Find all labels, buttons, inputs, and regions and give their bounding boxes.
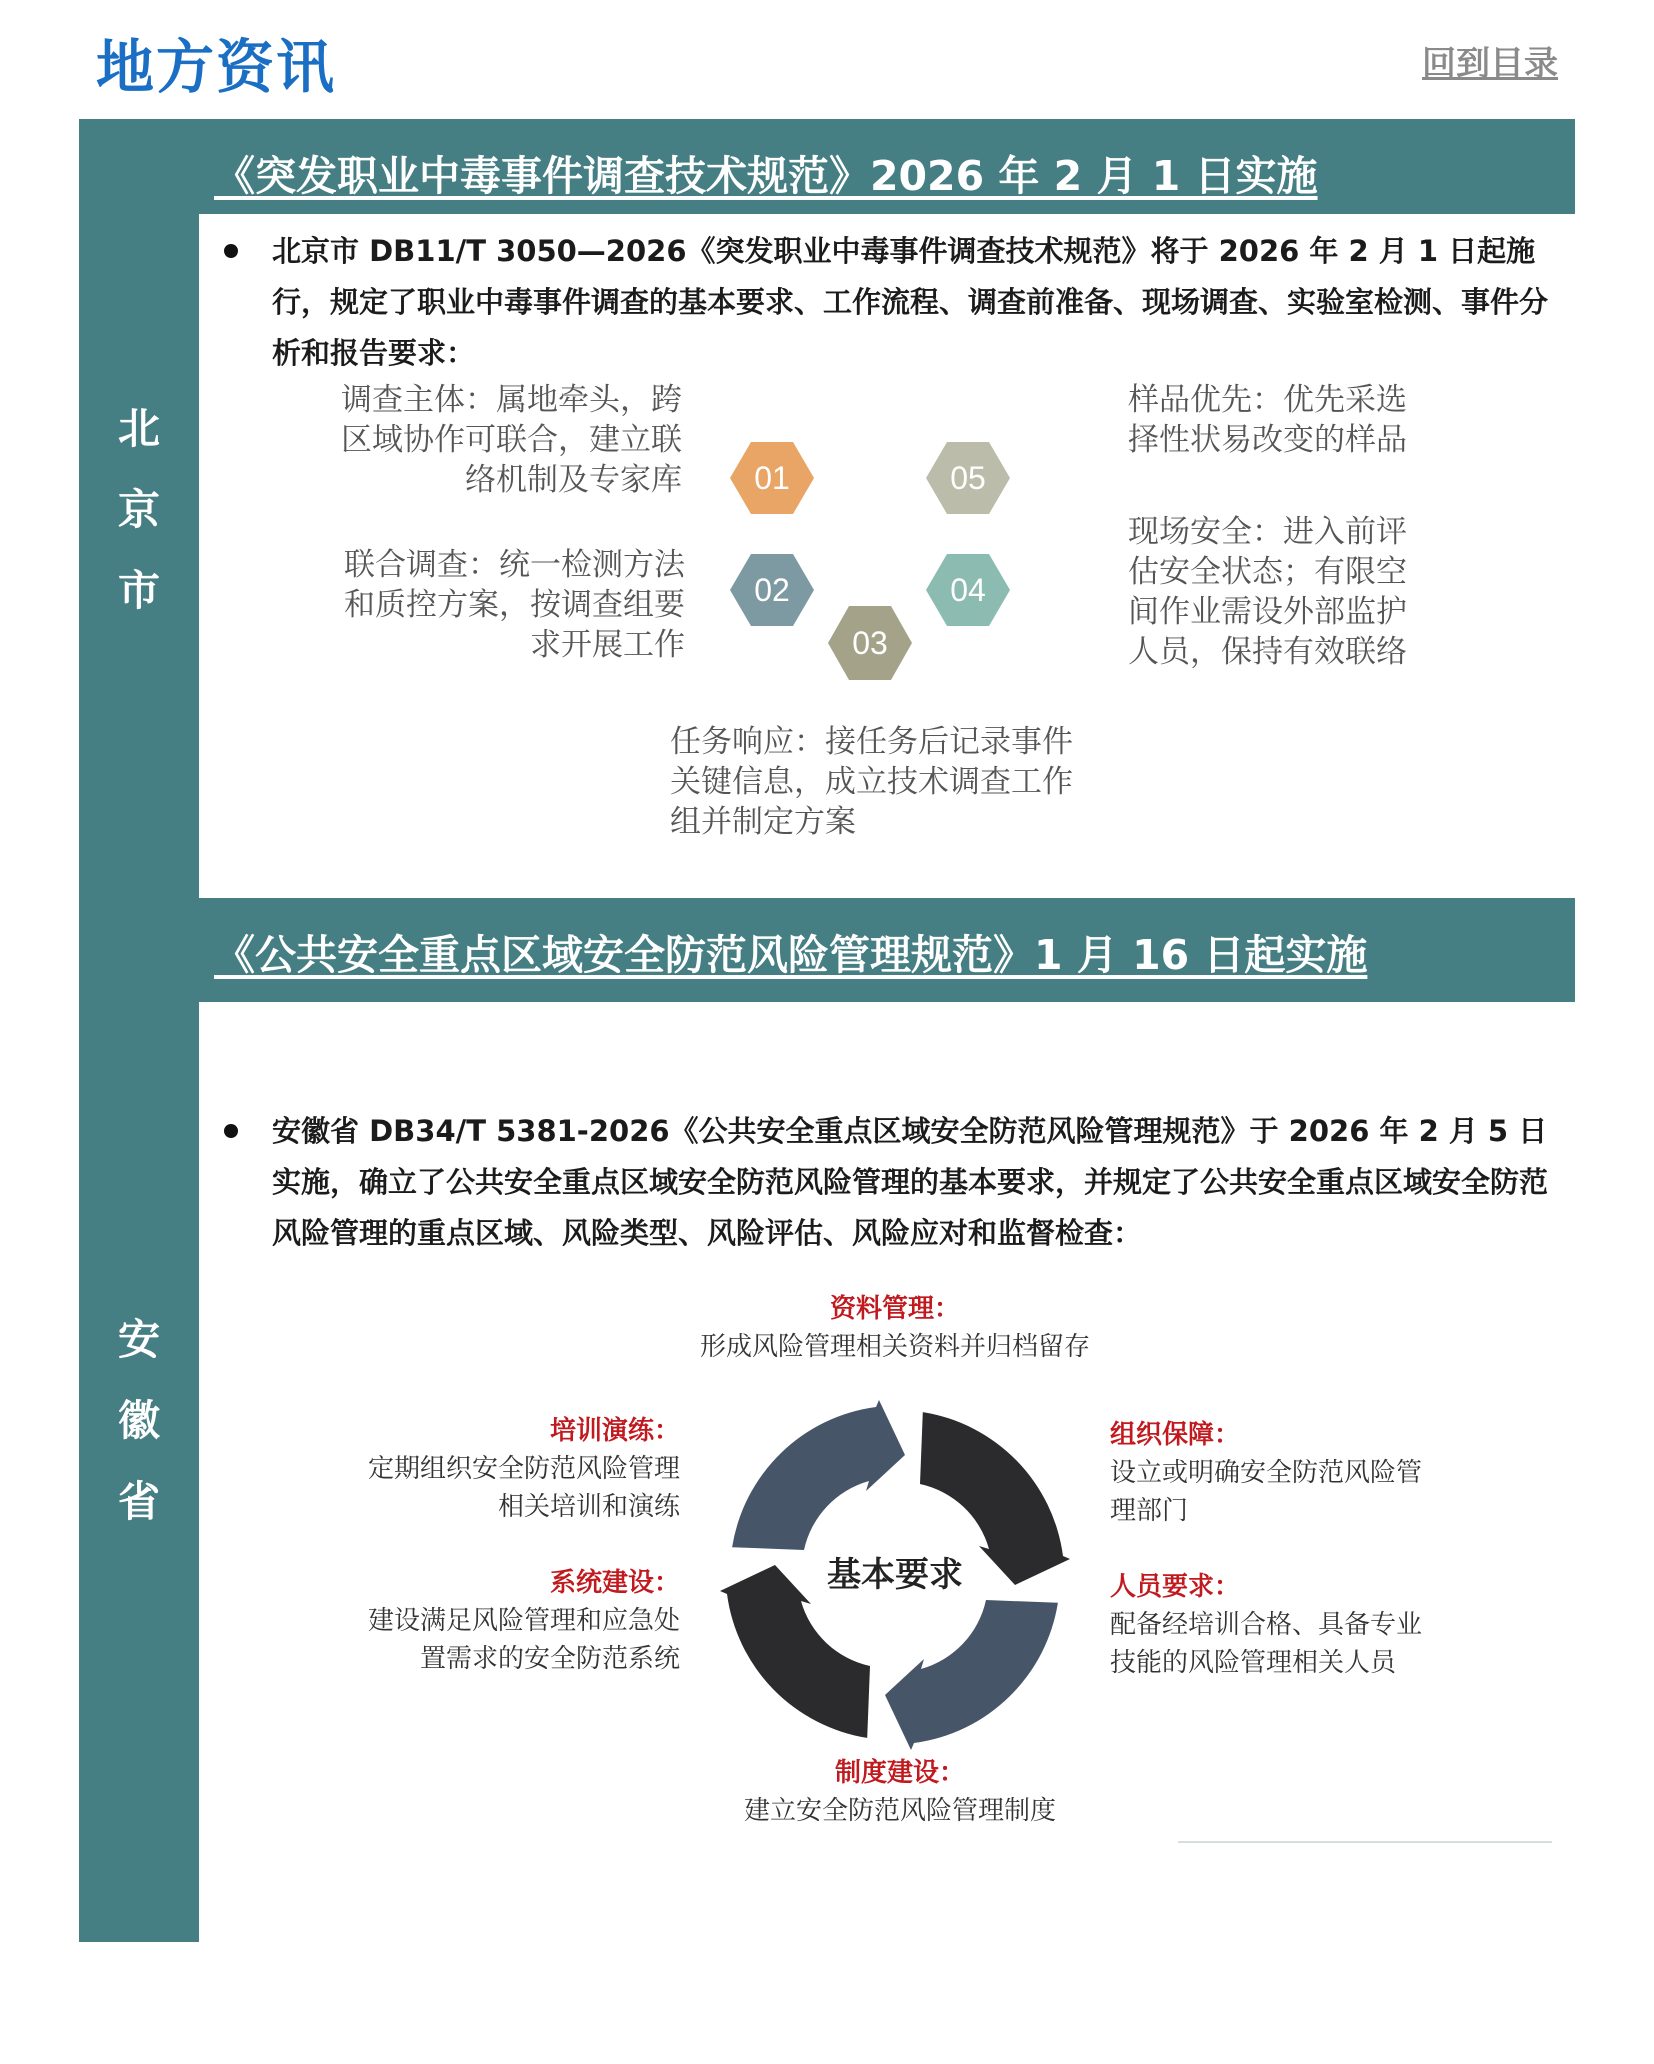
item-head: 系统建设： [549,1568,680,1598]
callout-line: 人员，保持有效联络 [1128,634,1407,670]
item-line: 技能的风险管理相关人员 [1110,1648,1397,1678]
callout-01 [300,380,682,500]
item-line: 置需求的安全防范系统 [419,1644,680,1674]
hexagon-label: 03 [852,625,888,661]
callout-line: 区域协作可联合，建立联 [341,422,682,458]
item-xitong [330,1564,680,1678]
cycle-arrow-top-left [732,1400,905,1550]
page-title: 地方资讯 [96,33,337,101]
hexagon-diagram [700,410,1080,710]
hexagon-svg [700,410,1080,710]
section2-title-link[interactable]: 《公共安全重点区域安全防范风险管理规范》1 月 16 日起实施 [214,931,1368,979]
hexagon-label: 04 [950,572,986,608]
callout-line: 络机制及专家库 [465,462,682,498]
callout-line: 间作业需设外部监护 [1128,594,1407,630]
side-label-char: 安 [117,1315,160,1364]
item-head: 资料管理： [829,1294,960,1324]
item-head: 组织保障： [1110,1420,1241,1450]
hexagon-01 [730,442,814,514]
cycle-diagram [715,1395,1075,1755]
section2-paragraph: 安徽省 DB34/T 5381-2026《公共安全重点区域安全防范风险管理规范》于 2026 年 2 月 5 日实施，确立了公共安全重点区域安全防范风险管理的基本要求，并规定了公共安全重点区域安全防范风险管理的重点区域、风险类型、风险评估、风险应对和监督检查： [272,1114,1549,1250]
item-head: 人员要求： [1110,1572,1241,1602]
callout-line: 任务响应：接任务后记录事件 [670,724,1073,760]
item-line: 相关培训和演练 [497,1492,680,1522]
item-zhidu [670,1754,1130,1830]
item-head: 制度建设： [834,1758,965,1788]
side-label-char: 省 [117,1477,160,1526]
item-line: 配备经培训合格、具备专业 [1110,1610,1423,1640]
callout-line: 和质控方案，按调查组要 [344,587,685,623]
cycle-svg [715,1395,1075,1755]
hexagon-label: 01 [754,460,790,496]
item-line: 建设满足风险管理和应急处 [367,1606,680,1636]
hexagon-03 [828,606,912,680]
side-label-char: 市 [117,566,160,615]
bullet-icon [224,244,238,258]
side-label-char: 北 [117,404,160,453]
callout-line: 关键信息，成立技术调查工作 [670,764,1073,800]
hexagon-04 [926,554,1010,626]
item-line: 形成风险管理相关资料并归档留存 [699,1332,1090,1362]
callout-line: 求开展工作 [530,627,685,663]
section1-paragraph: 北京市 DB11/T 3050—2026《突发职业中毒事件调查技术规范》将于 2026 年 2 月 1 日起施行，规定了职业中毒事件调查的基本要求、工作流程、调查前准备、现场调查、实验室检测、事件分析和报告要求： [272,234,1549,370]
item-renyuan [1110,1568,1460,1682]
callout-05 [1128,380,1448,460]
section1-title-link[interactable]: 《突发职业中毒事件调查技术规范》2026 年 2 月 1 日实施 [214,152,1318,200]
hexagon-label: 02 [754,572,790,608]
bullet-icon [224,1124,238,1138]
item-head: 培训演练： [549,1416,680,1446]
callout-line: 择性状易改变的样品 [1128,422,1407,458]
item-zuzhi [1110,1416,1460,1530]
callout-line: 估安全状态；有限空 [1128,554,1407,590]
callout-line: 组并制定方案 [670,804,856,840]
callout-02 [300,545,685,665]
callout-line: 现场安全：进入前评 [1128,514,1407,550]
side-label-anhui [79,1299,199,1542]
hexagon-05 [926,442,1010,514]
callout-03 [670,722,1140,842]
footer-rule [1178,1841,1552,1843]
callout-line: 样品优先：优先采选 [1128,382,1407,418]
side-label-beijing [79,388,199,631]
item-line: 定期组织安全防范风险管理 [367,1454,680,1484]
callout-04 [1128,512,1448,672]
hexagon-02 [730,554,814,626]
item-line: 设立或明确安全防范风险管 [1110,1458,1423,1488]
side-label-char: 京 [117,485,160,534]
back-to-contents-link[interactable]: 回到目录 [1422,44,1558,84]
item-ziliao [660,1290,1130,1366]
hexagon-label: 05 [950,460,986,496]
side-label-char: 徽 [117,1396,160,1445]
callout-line: 调查主体：属地牵头，跨 [341,382,682,418]
cycle-center-label: 基本要求 [827,1555,963,1595]
item-line: 理部门 [1110,1496,1189,1526]
cycle-arrow-bottom-right [885,1600,1058,1750]
item-line: 建立安全防范风险管理制度 [743,1796,1056,1826]
callout-line: 联合调查：统一检测方法 [344,547,685,583]
item-peixun [330,1412,680,1526]
